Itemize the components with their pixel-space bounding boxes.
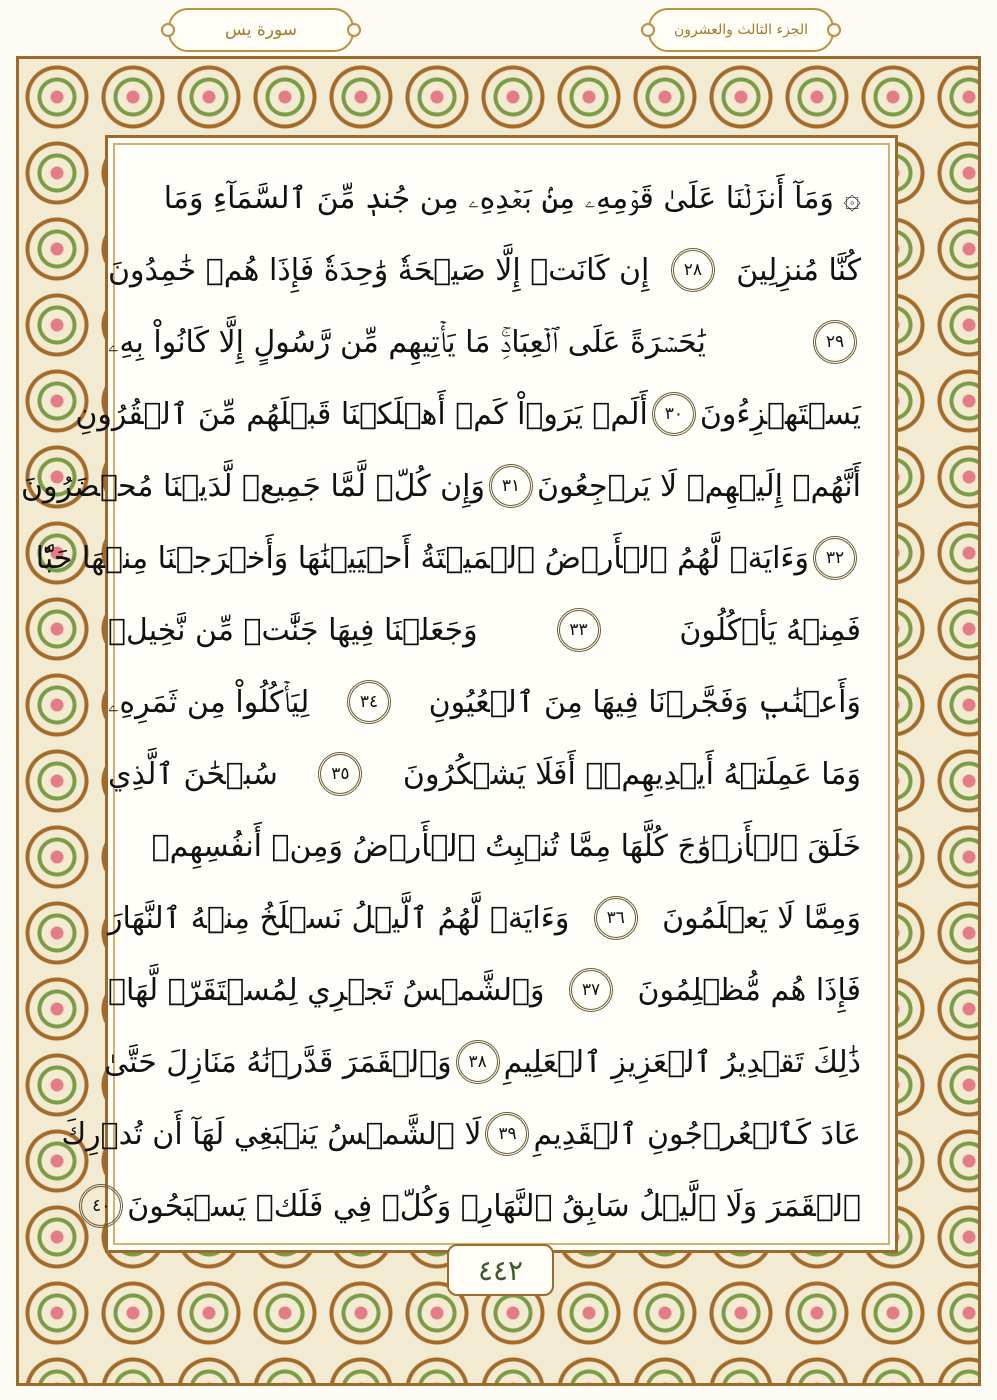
verse-number: ٣٦ <box>594 896 638 940</box>
verse-number: ٢٩ <box>813 320 857 364</box>
text-line: فَإِذَا هُم مُّظۡلِمُونَ ٣٧ وَٱلشَّمۡسُ تَجۡرِي لِمُسۡتَقَرّٖ لَّهَاۚ <box>108 960 861 1020</box>
text-line: ذَٰلِكَ تَقۡدِيرُ ٱلۡعَزِيزِ ٱلۡعَلِيمِ ٣٨ وَٱلۡقَمَرَ قَدَّرۡنَٰهُ مَنَازِلَ حَتَّىٰ <box>108 1032 861 1092</box>
juz-title: الجزء الثالث والعشرون <box>648 8 834 52</box>
text-line: ٢٩ يَٰحَسۡرَةً عَلَى ٱلۡعِبَادِۚ مَا يَأۡتِيهِم مِّن رَّسُولٍ إِلَّا كَانُواْ بِهِۦ <box>108 312 861 372</box>
verse-number: ٣٩ <box>485 1112 529 1156</box>
verse-number: ٣٨ <box>456 1040 500 1084</box>
text-line: خَلَقَ ٱلۡأَزۡوَٰجَ كُلَّهَا مِمَّا تُنۢبِتُ ٱلۡأَرۡضُ وَمِنۡ أَنفُسِهِمۡ <box>151 828 861 864</box>
verse-number: ٣١ <box>489 464 533 508</box>
text-line: فَمِنۡهُ يَأۡكُلُونَ ٣٣ وَجَعَلۡنَا فِيهَا جَنَّٰتٖ مِّن نَّخِيلٖ <box>108 600 861 660</box>
verse-number: ٣٢ <box>813 536 857 580</box>
text-line: كُنَّا مُنزِلِينَ ٢٨ إِن كَانَتۡ إِلَّا صَيۡحَةٗ وَٰحِدَةٗ فَإِذَا هُمۡ خَٰمِدُونَ <box>108 240 861 300</box>
text-line: أَنَّهُمۡ إِلَيۡهِمۡ لَا يَرۡجِعُونَ ٣١ وَإِن كُلّٞ لَّمَّا جَمِيعٞ لَّدَيۡنَا مُحۡضَرُونَ <box>108 456 861 516</box>
verse-number: ٣٤ <box>347 680 391 724</box>
text-line: عَادَ كَٱلۡعُرۡجُونِ ٱلۡقَدِيمِ ٣٩ لَا ٱلشَّمۡسُ يَنۢبَغِي لَهَآ أَن تُدۡرِكَ <box>108 1104 861 1164</box>
text-line: ۞ وَمَآ أَنزَلۡنَا عَلَىٰ قَوۡمِهِۦ مِنۢ بَعۡدِهِۦ مِن جُندٖ مِّنَ ٱلسَّمَآءِ وَمَا <box>163 180 861 216</box>
verse-number: ٢٨ <box>671 248 715 292</box>
verse-number: ٣٥ <box>318 752 362 796</box>
text-line: وَأَعۡنَٰبٖ وَفَجَّرۡنَا فِيهَا مِنَ ٱلۡعُيُونِ ٣٤ لِيَأۡكُلُواْ مِن ثَمَرِهِۦ <box>108 672 861 732</box>
quran-text <box>20 160 861 1240</box>
page-header <box>0 8 997 52</box>
surah-title: سورة يس <box>168 8 354 52</box>
text-line: ٣٢ وَءَايَةٞ لَّهُمُ ٱلۡأَرۡضُ ٱلۡمَيۡتَةُ أَحۡيَيۡنَٰهَا وَأَخۡرَجۡنَا مِنۡهَا حَبّٗا <box>108 528 861 588</box>
verse-number: ٣٧ <box>569 968 613 1012</box>
text-line: ٱلۡقَمَرَ وَلَا ٱلَّيۡلُ سَابِقُ ٱلنَّهَارِۚ وَكُلّٞ فِي فَلَكٖ يَسۡبَحُونَ ٤٠ <box>108 1176 861 1236</box>
verse-number: ٣٠ <box>652 392 696 436</box>
text-line: وَمِمَّا لَا يَعۡلَمُونَ ٣٦ وَءَايَةٞ لَّهُمُ ٱلَّيۡلُ نَسۡلَخُ مِنۡهُ ٱلنَّهَارَ <box>108 888 861 948</box>
text-line: يَسۡتَهۡزِءُونَ ٣٠ أَلَمۡ يَرَوۡاْ كَمۡ أَهۡلَكۡنَا قَبۡلَهُم مِّنَ ٱلۡقُرُونِ <box>108 384 861 444</box>
verse-number: ٣٣ <box>557 608 601 652</box>
page-number: ٤٤٢ <box>447 1244 554 1296</box>
verse-number: ٤٠ <box>79 1184 123 1228</box>
text-line: وَمَا عَمِلَتۡهُ أَيۡدِيهِمۡۚ أَفَلَا يَشۡكُرُونَ ٣٥ سُبۡحَٰنَ ٱلَّذِي <box>108 744 861 804</box>
